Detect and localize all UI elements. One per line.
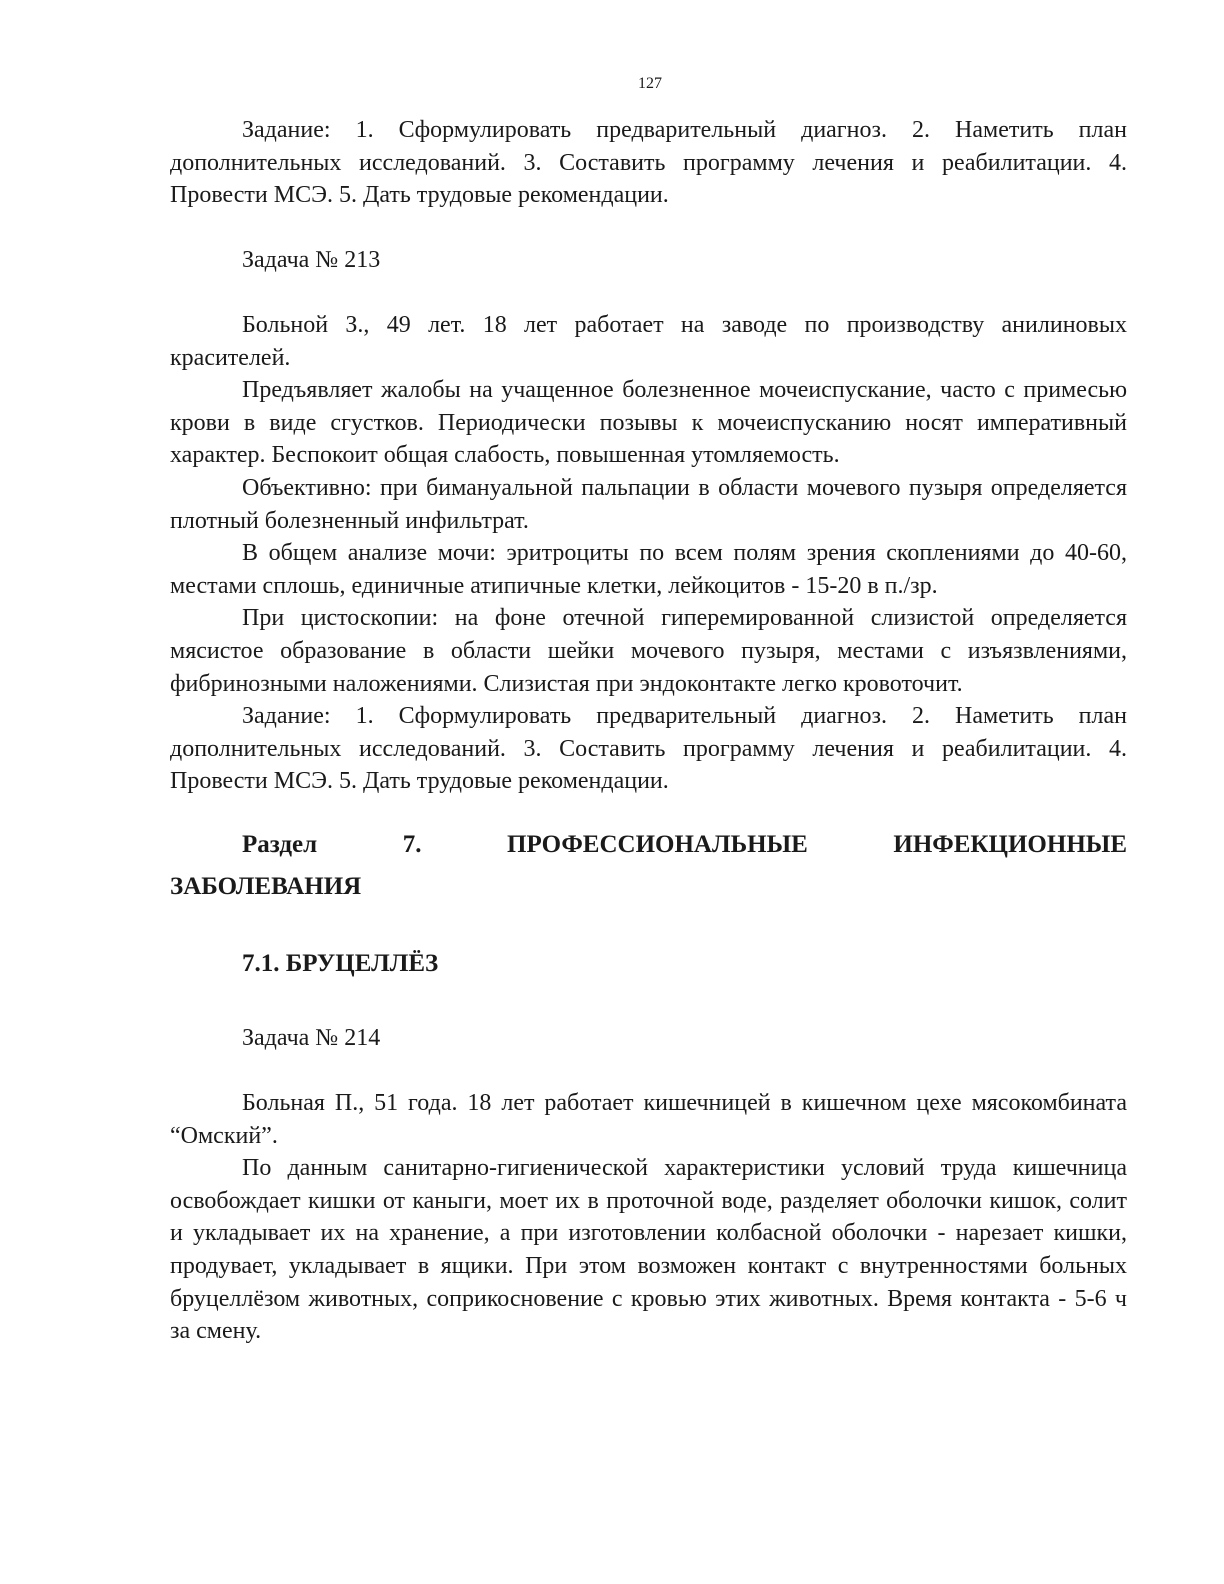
subsection-heading: 7.1. БРУЦЕЛЛЁЗ (242, 949, 439, 977)
assignment-paragraph: Задание: 1. Сформулировать предварительный диагноз. 2. Наметить план дополнительных исследований. 3. Составить программу лечения и реабилитации. 4. Провести МСЭ. 5. Дать трудовые рекомендации. (170, 117, 1127, 209)
task-213-patient: Больной З., 49 лет. 18 лет работает на заводе по производству анилиновых красителей. (170, 311, 1127, 371)
task-214-patient: Больная П., 51 года. 18 лет работает кишечницей в кишечном цехе мясокомбината “Омский”. (170, 1090, 1127, 1149)
section-heading (170, 824, 1127, 908)
section-word: Раздел (242, 830, 318, 858)
task-213-urinalysis: В общем анализе мочи: эритроциты по всем полям зрения скоплениями до 40-60, местами сплошь, единичные атипичные клетки, лейкоцитов - 15-20 в п./зр. (170, 540, 1127, 599)
section-number: 7. (402, 830, 422, 858)
task-title-213: Задача № 213 (242, 246, 381, 273)
task-213-cystoscopy: При цистоскопии: на фоне отечной гиперемированной слизистой определяется мясистое образование в области шейки мочевого пузыря, местами с изъязвлениями, фибринозными наложениями. Слизистая при эндоконтакте легко кровоточит. (170, 605, 1127, 697)
task-214-conditions: По данным санитарно-гигиенической характеристики условий труда кишечница освобождает кишки от каныги, моет их в проточной воде, разделяет оболочки кишок, солит и укладывает их на хранение, а при изготовлении колбасной оболочки - нарезает кишки, продувает, укладывает в ящики. При этом возможен контакт с внутренностями больных бруцеллёзом животных, соприкосновение с кровью этих животных. Время контакта - 5-6 ч за смену. (170, 1155, 1127, 1345)
section-title-part2: ИНФЕКЦИОННЫЕ (893, 830, 1127, 858)
document-body (170, 114, 1127, 1348)
section-title-part1: ПРОФЕССИОНАЛЬНЫЕ (507, 830, 808, 858)
task-213-complaints: Предъявляет жалобы на учащенное болезненное мочеиспускание, часто с примесью крови в виде сгустков. Периодически позывы к мочеиспусканию носят императивный характер. Беспокоит общая слабость, повышенная утомляемость. (170, 377, 1127, 469)
page-number: 127 (638, 75, 662, 92)
task-213-objective: Объективно: при бимануальной пальпации в области мочевого пузыря определяется плотный болезненный инфильтрат. (170, 474, 1127, 534)
task-title-214: Задача № 214 (242, 1024, 381, 1051)
task-213-assignment: Задание: 1. Сформулировать предварительный диагноз. 2. Наметить план дополнительных исследований. 3. Составить программу лечения и реабилитации. 4. Провести МСЭ. 5. Дать трудовые рекомендации. (170, 703, 1127, 795)
section-title-line2: ЗАБОЛЕВАНИЯ (170, 872, 362, 900)
